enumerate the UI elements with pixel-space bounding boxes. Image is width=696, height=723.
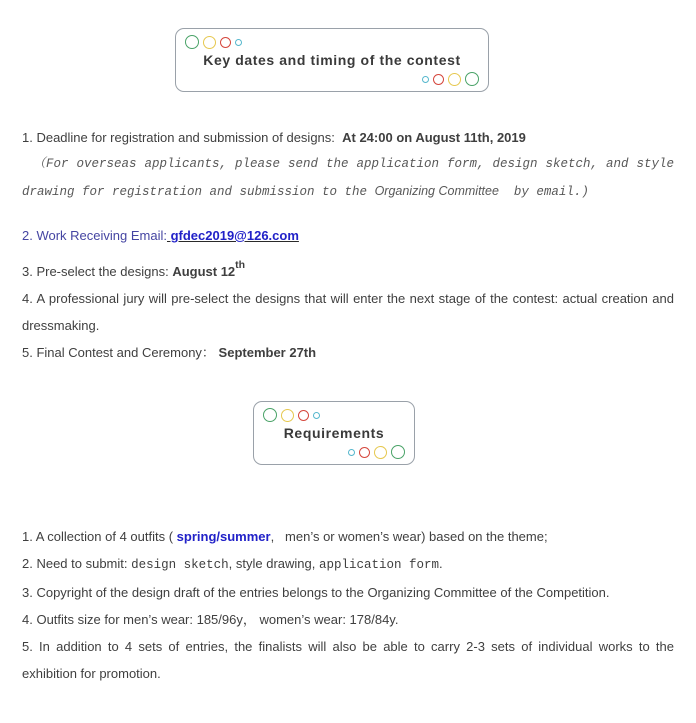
requirements-title: Requirements (283, 425, 385, 441)
overseas-note-text: （For overseas applicants, please send the application form, design sketch, and style drawing for registration and submission to the (22, 157, 682, 199)
red-circle-icon (433, 74, 444, 85)
requirements-title-box (253, 401, 415, 465)
red-circle-icon (359, 447, 370, 458)
req-design-sketch-text: design sketch (131, 558, 229, 572)
circle-decoration-row-top (185, 34, 479, 50)
green-circle-icon (185, 35, 199, 49)
yellow-circle-icon (448, 73, 461, 86)
green-circle-icon (465, 72, 479, 86)
yellow-circle-icon (281, 409, 294, 422)
final-contest-date: September 27th (218, 345, 317, 360)
preselect-item (22, 258, 674, 285)
work-receiving-email-link[interactable]: gfdec2019@126.com (166, 228, 299, 243)
req-submit-tail: . (439, 556, 443, 571)
jury-item: 4. A professional jury will pre-select the designs that will enter the next stage of the contest: actual creation and dressmaking. (22, 291, 678, 333)
req-extra-sets-item: 5. In addition to 4 sets of entries, the finalists will also be able to carry 2-3 sets of individual works to the exhibition for promotion. (22, 639, 678, 681)
final-contest-text: 5. Final Contest and Ceremony： (22, 345, 219, 360)
circle-decoration-row-bottom (185, 71, 479, 87)
key-dates-title: Key dates and timing of the contest (203, 52, 461, 68)
deadline-date: At 24:00 on August 11th, 2019 (342, 130, 526, 145)
green-circle-icon (263, 408, 277, 422)
organizing-committee-text: Organizing Committee (374, 184, 499, 198)
teal-circle-icon (235, 39, 242, 46)
overseas-note-tail: by email.) (498, 185, 589, 199)
yellow-circle-icon (203, 36, 216, 49)
final-contest-item (22, 339, 674, 366)
teal-circle-icon (313, 412, 320, 419)
deadline-item (22, 124, 674, 151)
red-circle-icon (298, 410, 309, 421)
req-collection-item (22, 523, 674, 550)
req-collection-tail: , men’s or women’s wear) based on the theme; (270, 529, 548, 544)
circle-decoration-row-top (263, 407, 405, 423)
preselect-date-suffix: th (235, 259, 246, 271)
red-circle-icon (220, 37, 231, 48)
req-sizes-item: 4. Outfits size for men’s wear: 185/96y， women’s wear: 178/84y. (22, 612, 399, 627)
teal-circle-icon (348, 449, 355, 456)
circle-decoration-row-bottom (263, 444, 405, 460)
green-circle-icon (391, 445, 405, 459)
req-season-text: spring/summer (176, 529, 271, 544)
deadline-text: 1. Deadline for registration and submission of designs: (22, 130, 343, 145)
req-application-form-text: application form (318, 558, 440, 572)
yellow-circle-icon (374, 446, 387, 459)
req-submit-text: 2. Need to submit: (22, 556, 132, 571)
req-copyright-item: 3. Copyright of the design draft of the entries belongs to the Organizing Committee of the Competition. (22, 585, 610, 600)
key-dates-title-box (175, 28, 489, 92)
document-body (0, 28, 696, 687)
preselect-date: August 12 (172, 264, 236, 279)
overseas-note (22, 151, 682, 206)
req-collection-text: 1. A collection of 4 outfits ( (22, 529, 177, 544)
email-label: 2. Work Receiving Email: (22, 228, 167, 243)
req-submit-item (22, 550, 674, 579)
req-submit-mid: , style drawing, (228, 556, 319, 571)
preselect-text: 3. Pre-select the designs: (22, 264, 173, 279)
email-item (22, 222, 674, 249)
teal-circle-icon (422, 76, 429, 83)
